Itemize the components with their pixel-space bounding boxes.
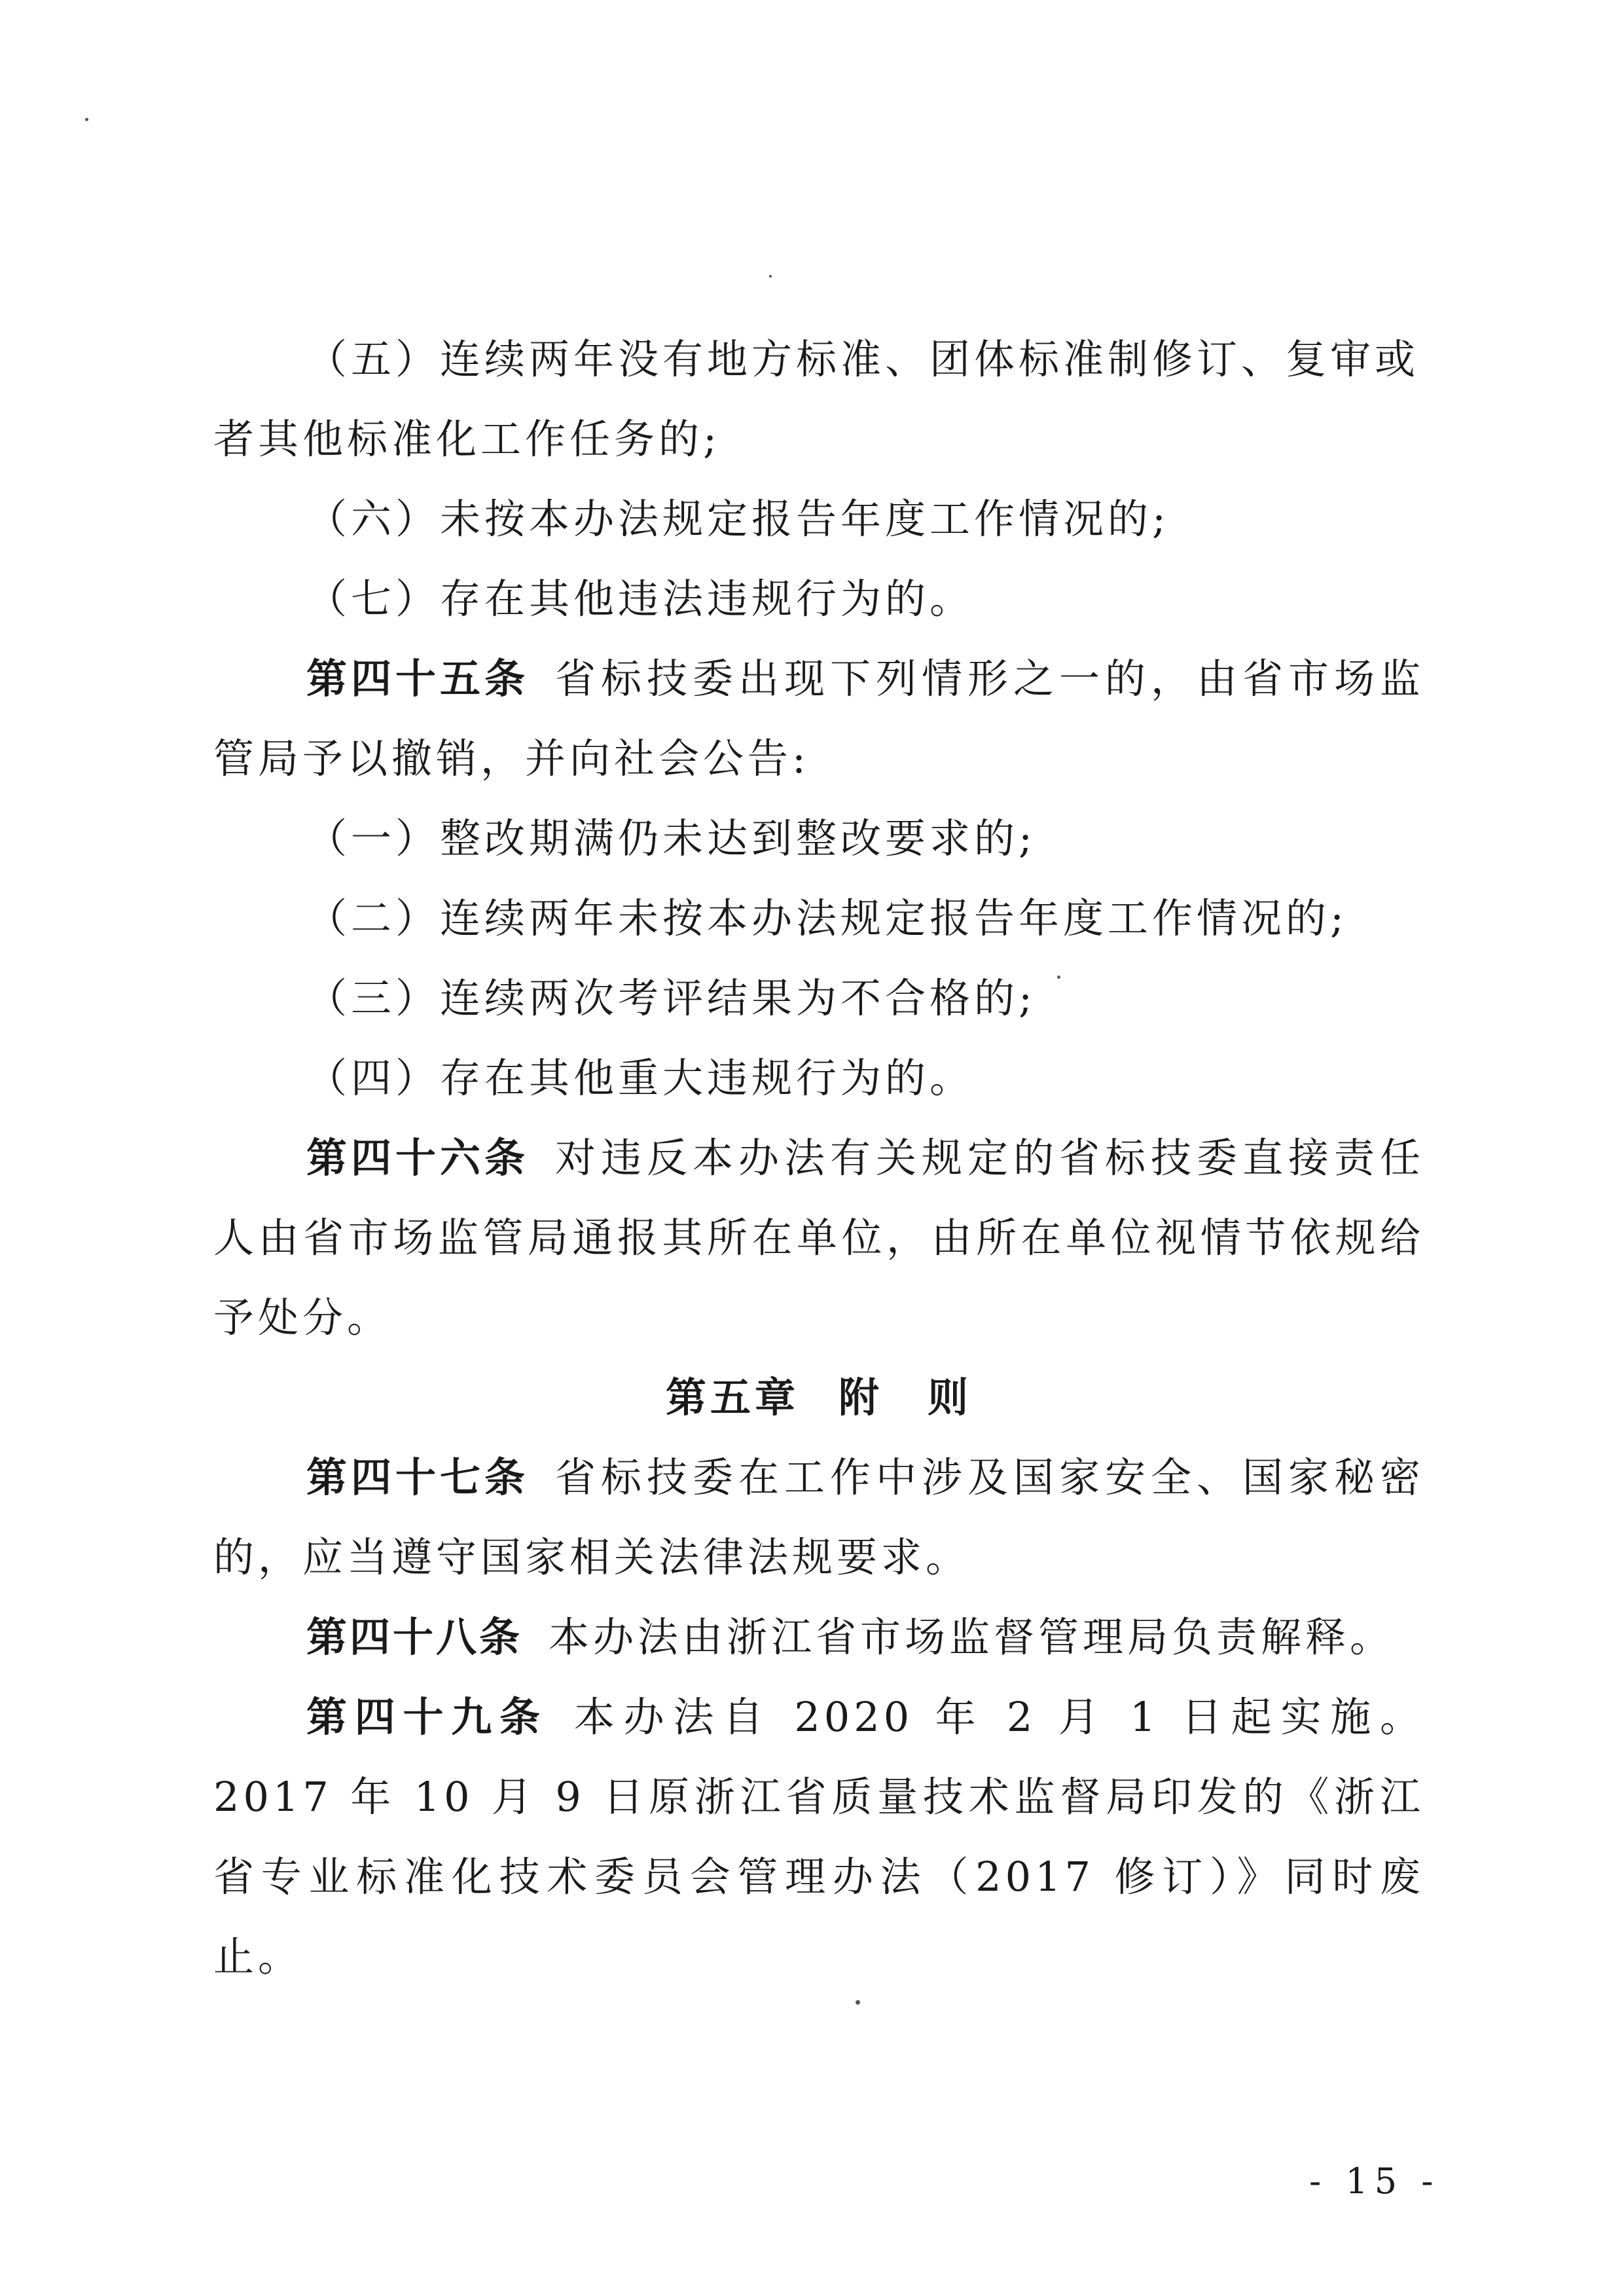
list-item: （六）未按本办法规定报告年度工作情况的; [306,495,1170,543]
scan-speck [856,2000,860,2005]
article-49 [213,1677,1424,1997]
article-text: 本办法由浙江省市场监督管理局负责解释。 [549,1613,1395,1661]
chapter-heading [213,1358,1424,1438]
article-text: 本办法自 2020 年 2 月 1 日起实施。2017 年 10 月 9 日原浙江省质量技术监督局印发的《浙江省专业标准化技术委员会管理办法（2017 修订）》同时废止。 [213,1693,1424,1980]
article-46 [213,1118,1424,1358]
scan-speck [85,118,88,121]
article-number: 第四十七条 [306,1453,529,1501]
article-48 [213,1597,1424,1677]
article-text: 省标技委在工作中涉及国家安全、国家秘密的，应当遵守国家相关法律法规要求。 [213,1453,1424,1581]
page-number: - 15 - [1309,2160,1440,2202]
article-number: 第四十九条 [306,1693,548,1741]
list-item: （三）连续两次考评结果为不合格的; [306,974,1036,1022]
article-45 [213,639,1424,799]
chapter-number: 第五章 [665,1374,799,1421]
list-item: （二）连续两年未按本办法规定报告年度工作情况的; [306,894,1348,942]
document-body [213,319,1424,1997]
article-number: 第四十六条 [306,1134,529,1182]
article-text: 省标技委出现下列情形之一的，由省市场监管局予以撤销，并向社会公告: [213,655,1424,782]
scan-speck [769,275,772,278]
article-47 [213,1438,1424,1597]
article-number: 第四十八条 [306,1613,523,1661]
list-item: （七）存在其他违法违规行为的。 [306,575,975,623]
article-number: 第四十五条 [306,655,529,702]
list-item: （一）整改期满仍未达到整改要求的; [306,814,1036,862]
chapter-title: 附 则 [839,1374,973,1421]
list-item: （四）存在其他重大违规行为的。 [306,1054,975,1102]
list-item: （五）连续两年没有地方标准、团体标准制修订、复审或者其他标准化工作任务的; [213,335,1420,463]
article-text: 对违反本办法有关规定的省标技委直接责任人由省市场监管局通报其所在单位，由所在单位视情节依规给予处分。 [213,1134,1424,1341]
